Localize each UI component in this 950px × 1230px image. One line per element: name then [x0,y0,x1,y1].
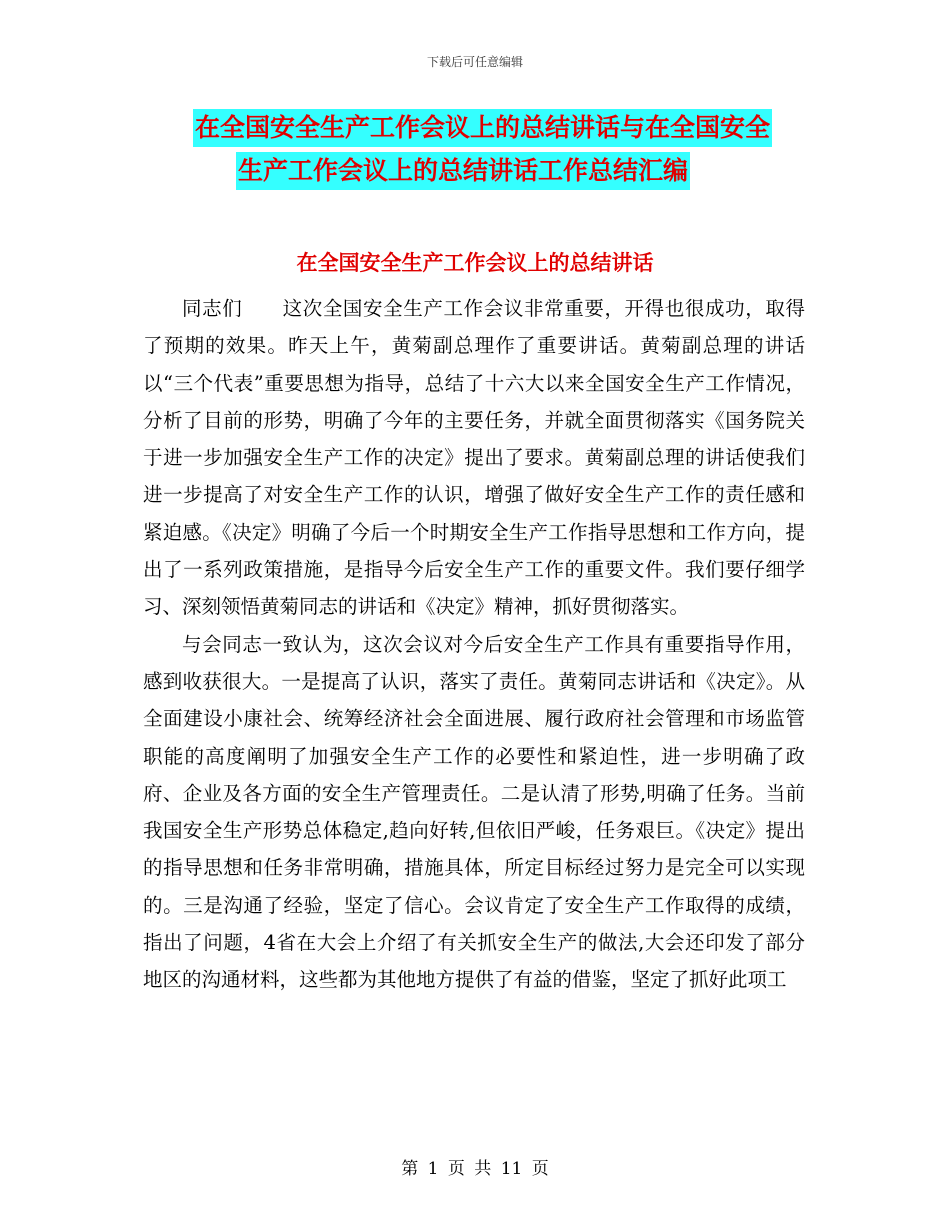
paragraph: 与会同志一致认为，这次会议对今后安全生产工作具有重要指导作用，感到收获很大。一是提高了认识，落实了责任。黄菊同志讲话和《决定》。从全面建设小康社会、统筹经济社会全面进展、履行政府社会管理和市场监管职能的高度阐明了加强安全生产工作的必要性和紧迫性，进一步明确了政府、企业及各方面的安全生产管理责任。二是认清了形势,明确了任务。当前我国安全生产形势总体稳定,趋向好转,但依旧严峻，任务艰巨。《决定》提出的指导思想和任务非常明确，措施具体，所定目标经过努力是完全可以实现的。三是沟通了经验，坚定了信心。会议肯定了安全生产工作取得的成绩，指出了问题，4省在大会上介绍了有关抓安全生产的做法,大会还印发了部分地区的沟通材料，这些都为其他地方提供了有益的借鉴，坚定了抓好此项工 [143,632,805,992]
body-text [143,290,805,999]
paragraph: 同志们 这次全国安全生产工作会议非常重要，开得也很成功，取得了预期的效果。昨天上午，黄菊副总理作了重要讲话。黄菊副总理的讲话以“三个代表”重要思想为指导，总结了十六大以来全国安全生产工作情况，分析了目前的形势，明确了今年的主要任务，并就全面贯彻落实《国务院关于进一步加强安全生产工作的决定》提出了要求。黄菊副总理的讲话使我们进一步提高了对安全生产工作的认识，增强了做好安全生产工作的责任感和紧迫感。《决定》明确了今后一个时期安全生产工作指导思想和工作方向，提出了一系列政策措施，是指导今后安全生产工作的重要文件。我们要仔细学习、深刻领悟黄菊同志的讲话和《决定》精神，抓好贯彻落实。 [143,297,805,619]
header-note: 下载后可任意编辑 [426,55,523,69]
title-line-2: 生产工作会议上的总结讲话工作总结汇编 [236,152,690,190]
page-footer: 第 1 页 共 11 页 [401,1159,549,1179]
title-line-1: 在全国安全生产工作会议上的总结讲话与在全国安全 [193,109,772,147]
section-subtitle: 在全国安全生产工作会议上的总结讲话 [296,251,654,275]
